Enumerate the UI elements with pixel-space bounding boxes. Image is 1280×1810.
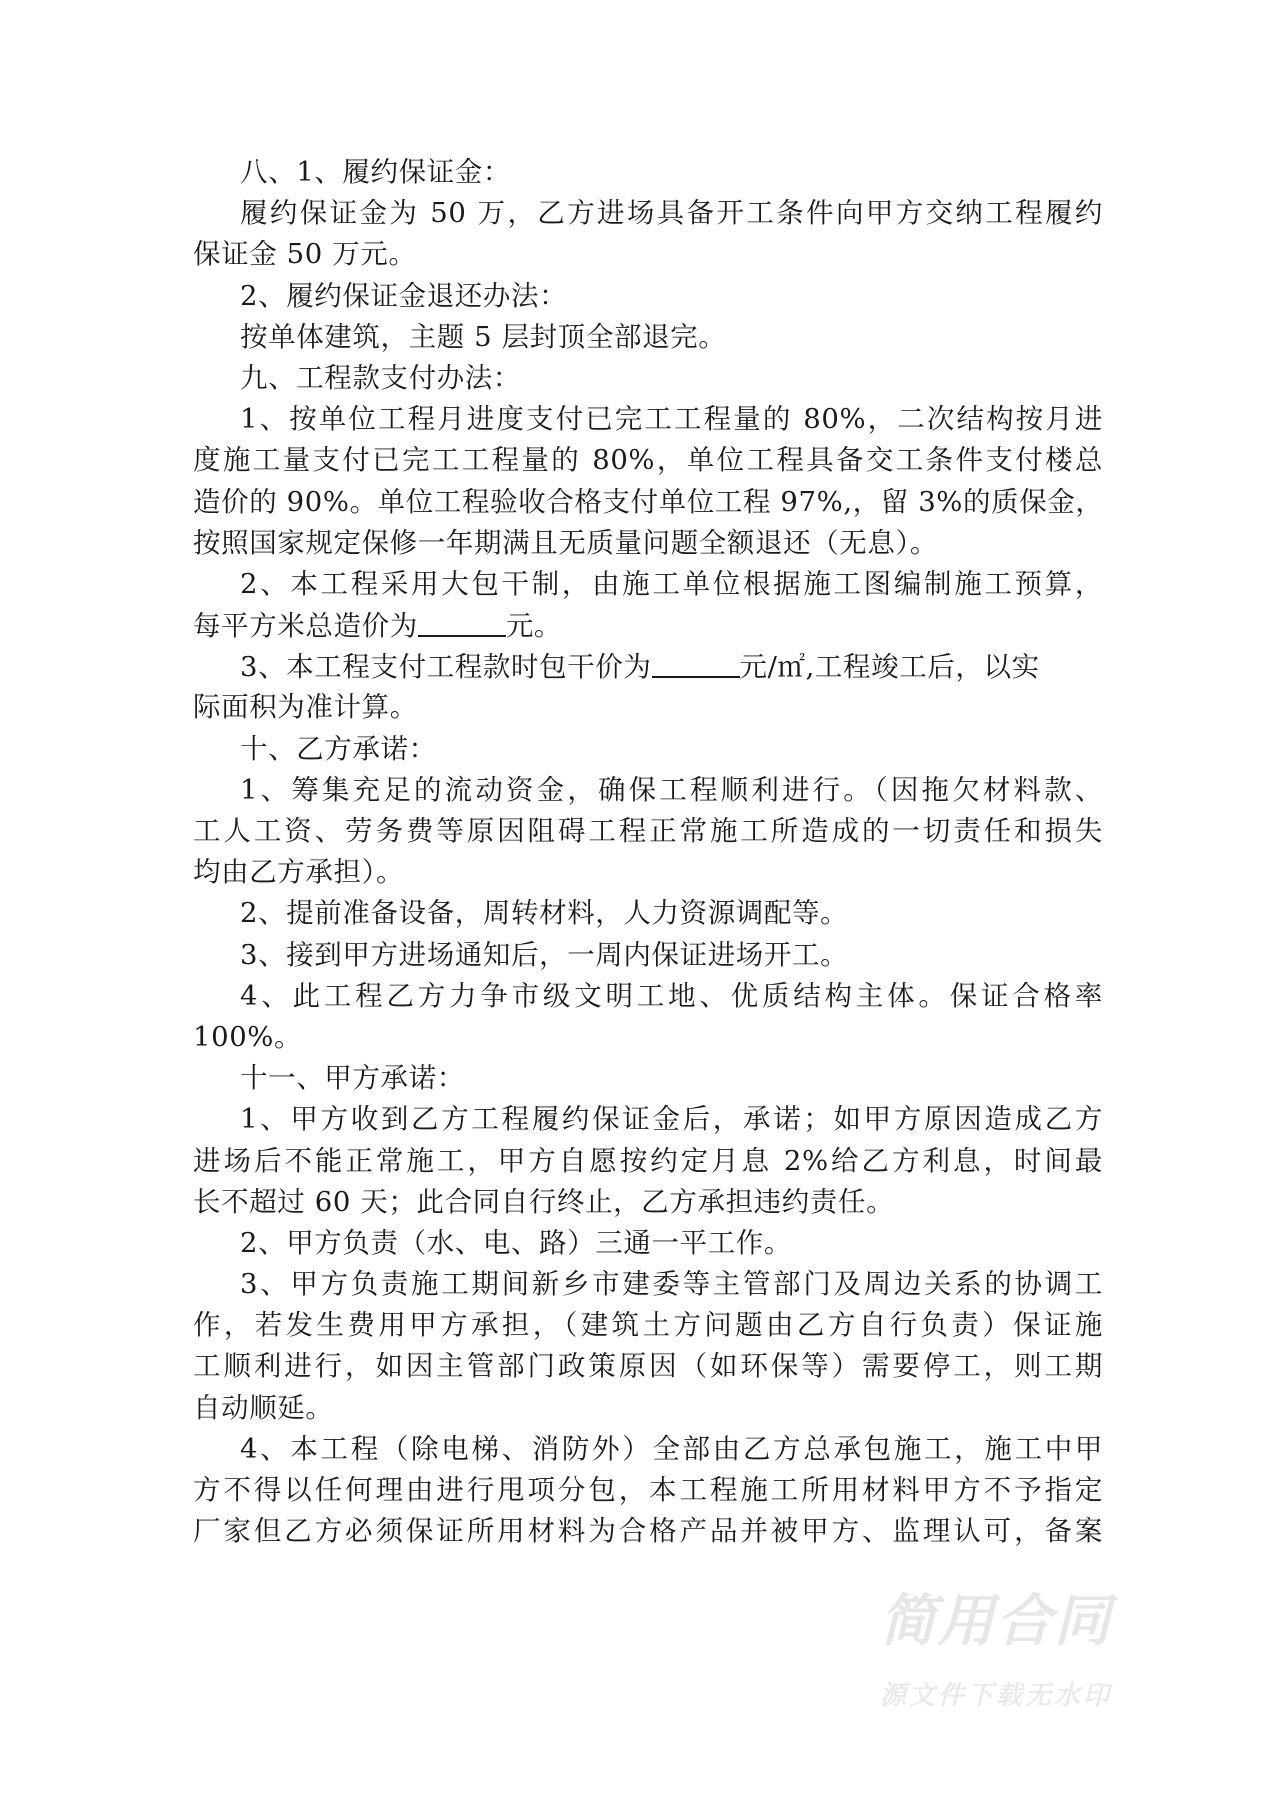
paragraph-line: 自动顺延。 <box>193 1391 334 1424</box>
paragraph-line: 按单体建筑，主题 5 层封顶全部退完。 <box>240 320 727 353</box>
paragraph-line: 1、筹集充足的流动资金，确保工程顺利进行。（因拖欠材料款、 <box>240 773 1103 806</box>
paragraph-line: 1、按单位工程月进度支付已完工工程量的 80%，二次结构按月进 <box>240 403 1103 436</box>
watermark <box>880 1590 1200 1716</box>
line-text-before: 每平方米总造价为 <box>193 610 418 643</box>
document-page <box>193 152 1103 1552</box>
paragraph-line: 度施工量支付已完工工程量的 80%，单位工程具备交工条件支付楼总 <box>193 444 1103 477</box>
paragraph-line: 保证金 50 万元。 <box>193 238 417 271</box>
fill-in-blank-unit-price[interactable] <box>652 646 740 678</box>
paragraph-line-with-blank <box>193 646 1103 687</box>
paragraph-line: 2、提前准备设备，周转材料，人力资源调配等。 <box>240 897 849 930</box>
section-heading-10: 十、乙方承诺： <box>240 732 437 765</box>
paragraph-line: 2、甲方负责（水、电、路）三通一平工作。 <box>240 1226 792 1259</box>
line-text-before: 3、本工程支付工程款时包干价为 <box>240 651 652 684</box>
paragraph-line: 作，若发生费用甲方承担，（建筑土方问题由乙方自行负责）保证施 <box>193 1309 1103 1342</box>
fill-in-blank-total-price[interactable] <box>418 605 506 637</box>
section-heading-9: 九、工程款支付办法： <box>240 361 521 394</box>
section-heading-8: 八、1、履约保证金： <box>240 156 511 188</box>
paragraph-line: 100%。 <box>193 1020 303 1053</box>
paragraph-line: 3、接到甲方进场通知后，一周内保证进场开工。 <box>240 938 849 971</box>
paragraph-line: 造价的 90%。单位工程验收合格支付单位工程 97%,，留 3%的质保金， <box>193 485 1104 518</box>
watermark-brand: 简用合同 <box>880 1589 1112 1654</box>
paragraph-line: 4、本工程（除电梯、消防外）全部由乙方总承包施工，施工中甲 <box>240 1432 1103 1465</box>
paragraph-line: 工人工资、劳务费等原因阻碍工程正常施工所造成的一切责任和损失 <box>193 815 1103 847</box>
paragraph-line: 4、此工程乙方力争市级文明工地、优质结构主体。保证合格率 <box>240 979 1103 1012</box>
paragraph-line: 2、本工程采用大包干制，由施工单位根据施工图编制施工预算， <box>240 567 1103 600</box>
section-heading-11: 十一、甲方承诺： <box>240 1062 465 1095</box>
paragraph-line: 际面积为准计算。 <box>193 691 418 724</box>
paragraph-line: 均由乙方承担）。 <box>193 856 405 889</box>
paragraph-line: 1、甲方收到乙方工程履约保证金后，承诺；如甲方原因造成乙方 <box>240 1103 1103 1136</box>
line-text-after: 元。 <box>505 610 563 643</box>
paragraph-line: 进场后不能正常施工，甲方自愿按约定月息 2%给乙方利息，时间最 <box>193 1144 1103 1177</box>
paragraph-line: 方不得以任何理由进行甩项分包，本工程施工所用材料甲方不予指定 <box>193 1474 1103 1506</box>
paragraph-line-with-blank <box>193 605 1103 646</box>
paragraph-line: 按照国家规定保修一年期满且无质量问题全额退还（无息）。 <box>193 526 938 559</box>
watermark-tagline: 源文件下载无水印 <box>880 1681 1113 1711</box>
clause-heading: 2、履约保证金退还办法： <box>240 279 568 312</box>
paragraph-line: 厂家但乙方必须保证所用材料为合格产品并被甲方、监理认可，备案 <box>193 1515 1103 1548</box>
line-text-after: 元/㎡,工程竣工后，以实 <box>739 651 1040 684</box>
paragraph-line: 长不超过 60 天；此合同自行终止，乙方承担违约责任。 <box>193 1185 895 1218</box>
paragraph-line: 履约保证金为 50 万，乙方进场具备开工条件向甲方交纳工程履约 <box>240 197 1103 230</box>
paragraph-line: 工顺利进行，如因主管部门政策原因（如环保等）需要停工，则工期 <box>193 1350 1103 1383</box>
paragraph-line: 3、甲方负责施工期间新乡市建委等主管部门及周边关系的协调工 <box>240 1268 1103 1301</box>
